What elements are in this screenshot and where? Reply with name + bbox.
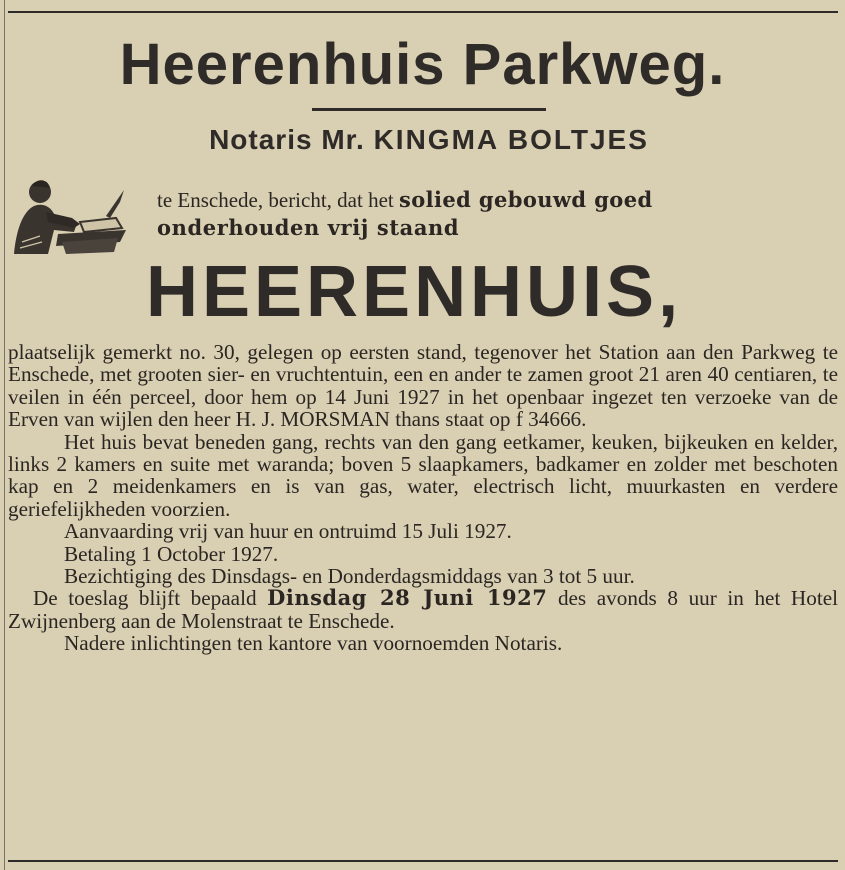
- intro-text: [157, 186, 845, 242]
- headline-heerenhuis: HEERENHUIS,: [146, 252, 683, 332]
- paragraph-house-description: Het huis bevat beneden gang, rechts van den gang eetkamer, keuken, bijkeuken en kelder, links 2 kamers en suite met waranda; boven 5 slaapkamers, badkamer en zolder met beschoten kap en 2 meidenkamers en is van gas, water, electrisch licht, muurkasten en verdere geriefelijkheden voorzien.: [8, 429, 838, 521]
- paragraph-payment: Betaling 1 October 1927.: [64, 541, 279, 566]
- title-underline: [312, 108, 546, 111]
- auction-lead: De toeslag blijft bepaald: [33, 586, 257, 611]
- notary-line: [0, 122, 845, 158]
- paragraph-information: Nadere inlichtingen ten kantore van voornoemden Notaris.: [64, 631, 563, 656]
- paragraph-property: plaatselijk gemerkt no. 30, gelegen op eersten stand, tegenover het Station aan den Parkweg te Enschede, met grooten sier- en vruchtentuin, een en ander te zamen groot 21 aren 40 centiaren, te veilen in één perceel, door hem op 14 Juni 1927 in het openbaar ingezet ten verzoeke van de Erven van wijlen den heer H. J. MORSMAN thans staat op f 34666.: [8, 340, 838, 432]
- paragraph-possession: Aanvaarding vrij van huur en ontruimd 15 Juli 1927.: [64, 519, 512, 544]
- paragraph-auction: [8, 587, 838, 632]
- intro-bold-1: solied gebouwd goed: [398, 187, 653, 212]
- ad-title: Heerenhuis Parkweg.: [119, 32, 726, 97]
- ad-body: [8, 341, 838, 655]
- notary-prefix: Notaris Mr.: [209, 124, 365, 155]
- notary-writing-at-desk-icon: [10, 172, 130, 258]
- auction-tail: des avonds 8 uur in het Hotel Zwijnenberg aan de Molenstraat te Enschede.: [8, 586, 839, 633]
- paragraph-viewing: Bezichtiging des Dinsdags- en Donderdagsmiddags van 3 tot 5 uur.: [64, 564, 635, 589]
- notary-name: KINGMA BOLTJES: [373, 124, 649, 155]
- bottom-rule: [8, 860, 838, 862]
- intro-lead: te Enschede, bericht, dat het: [157, 188, 394, 212]
- top-rule: [8, 11, 838, 13]
- intro-bold-2: onderhouden vrij staand: [157, 215, 460, 240]
- auction-date: Dinsdag 28 Juni 1927: [267, 585, 548, 611]
